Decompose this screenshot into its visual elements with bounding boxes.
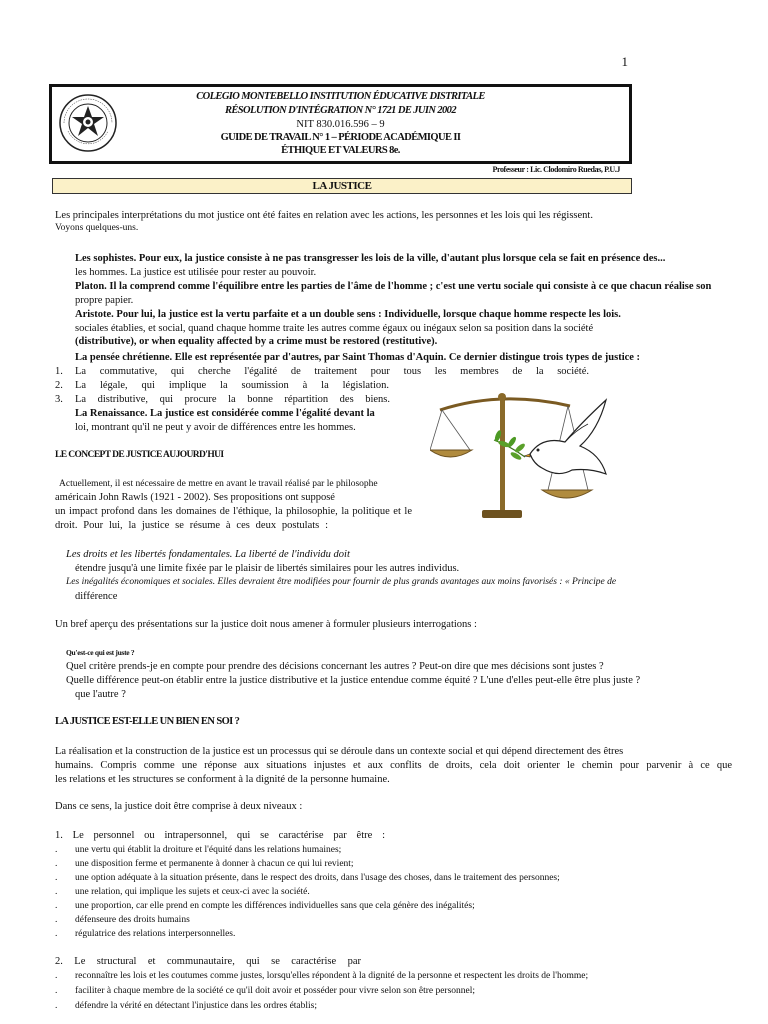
postulat2-line2: différence <box>75 591 118 602</box>
question-2: Quel critère prends-je en compte pour prendre des décisions concernant les autres ? Peut-on dire que mes décisions sont justes ? <box>66 661 604 672</box>
type-2-text: La légale, qui implique la soumission à la législation. <box>75 380 389 391</box>
intro-paragraph: Les principales interprétations du mot justice ont été faites en relation avec les actions, les personnes et les lois qui les régissent. <box>55 210 593 221</box>
niveau1-item: une option adéquate à la situation présente, dans le respect des droits, dans l'usage des choses, dans le traitement des personnes; <box>75 873 560 883</box>
platon-line2: propre papier. <box>75 295 134 306</box>
dot-marker: . <box>55 845 58 855</box>
niveau2-item: reconnaître les lois et les coutumes comme justes, lorsqu'elles répondent à la dignité de la personne et respectent les droits de l'homme; <box>75 971 589 981</box>
niveau1-item: régulatrice des relations interpersonnelles. <box>75 929 236 939</box>
renaissance-line2: loi, montrant qu'il ne peut y avoir de différences entre les hommes. <box>75 422 356 433</box>
dot-marker: . <box>55 915 58 925</box>
dot-marker: . <box>55 859 58 869</box>
platon-line1: Platon. Il la comprend comme l'équilibre entre les parties de l'âme de l'homme ; c'est une vertu sociale qui consiste à ce que chacun réalise son <box>75 281 712 292</box>
dot-marker: . <box>55 901 58 911</box>
chretienne-line: La pensée chrétienne. Elle est représentée par d'autres, par Saint Thomas d'Aquin. Ce dernier distingue trois types de justice : <box>75 352 641 363</box>
school-name: COLEGIO MONTEBELLO INSTITUTION ÉDUCATIVE DISTRITALE <box>196 91 485 102</box>
dot-marker: . <box>55 971 58 981</box>
realisation-line1: La réalisation et la construction de la justice est un processus qui se déroule dans un contexte social et qui dépend directement des êtres <box>55 746 624 757</box>
dot-marker: . <box>55 986 58 996</box>
page-number: 1 <box>621 54 628 69</box>
resolution: RÉSOLUTION D'INTÉGRATION N° 1721 DE JUIN 2002 <box>225 105 456 116</box>
niveau2-heading: 2. Le structural et communautaire, qui se caractérise par <box>55 956 361 967</box>
rawls-line4: droit. Pour lui, la justice se résume à ces deux postulats : <box>55 520 328 531</box>
aristote-line3: (distributive), or when equality affected by a crime must be restored (restitutive). <box>75 336 438 347</box>
professor-line: Professeur : Lic. Clodomiro Ruedas, P.U.J <box>492 165 620 174</box>
bien-heading: LA JUSTICE EST-ELLE UN BIEN EN SOI ? <box>55 716 240 727</box>
niveau1-item: une proportion, car elle prend en compte les différences individuelles sans que cela génère des inégalités; <box>75 901 475 911</box>
question-3-line2: que l'autre ? <box>75 689 126 700</box>
sens-paragraph: Dans ce sens, la justice doit être comprise à deux niveaux : <box>55 801 303 812</box>
niveau1-item: une vertu qui établit la droiture et l'équité dans les relations humaines; <box>75 845 342 855</box>
rawls-line2: américain John Rawls (1921 - 2002). Ses propositions ont supposé <box>55 492 335 503</box>
aristote-line2: sociales établies, et social, quand chaque homme traite les autres comme égaux ou inégaux selon sa position dans la société <box>75 323 594 334</box>
renaissance-line1: La Renaissance. La justice est considérée comme l'égalité devant la <box>75 408 375 419</box>
intro-continue: Voyons quelques-uns. <box>55 223 139 233</box>
justice-scale-dove-illustration <box>430 384 610 534</box>
concept-heading: LE CONCEPT DE JUSTICE AUJOURD'HUI <box>55 450 224 460</box>
type-1-num: 1. <box>55 366 63 377</box>
realisation-line2: humains. Compris comme une réponse aux situations injustes et aux conflits de droits, cela doit orienter le chemin pour parvenir à ce que <box>55 760 732 771</box>
sophistes-line1: Les sophistes. Pour eux, la justice consiste à ne pas transgresser les lois de la ville, d'autant plus lorsque cela se fait en présence des... <box>75 253 666 264</box>
dot-marker: . <box>55 873 58 883</box>
type-3-num: 3. <box>55 394 63 405</box>
niveau2-item: faciliter à chaque membre de la société ce qu'il doit avoir et posséder pour vivre selon son être personnel; <box>75 986 476 996</box>
nit: NIT 830.016.596 – 9 <box>296 119 385 130</box>
niveau1-item: défenseure des droits humains <box>75 915 190 925</box>
subject: ÉTHIQUE ET VALEURS 8e. <box>281 145 400 156</box>
bref-paragraph: Un bref aperçu des présentations sur la justice doit nous amener à formuler plusieurs interrogations : <box>55 619 477 630</box>
aristote-line1: Aristote. Pour lui, la justice est la vertu parfaite et a un double sens : Individuelle, lorsque chaque homme respecte les lois. <box>75 309 621 320</box>
dot-marker: . <box>55 929 58 939</box>
realisation-line3: les relations et les structures se conforment à la dignité de la personne humaine. <box>55 774 390 785</box>
dot-marker: . <box>55 887 58 897</box>
type-1-text: La commutative, qui cherche l'égalité de traitement pour tous les membres de la société. <box>75 366 589 377</box>
niveau1-item: une relation, qui implique les sujets et ceux-ci avec la société. <box>75 887 310 897</box>
question-1: Qu'est-ce qui est juste ? <box>66 648 135 657</box>
postulat1-line1: Les droits et les libertés fondamentales. La liberté de l'individu doit <box>66 549 350 560</box>
guide-title: GUIDE DE TRAVAIL N° 1 – PÉRIODE ACADÉMIQUE II <box>220 132 461 143</box>
sophistes-line2: les hommes. La justice est utilisée pour rester au pouvoir. <box>75 267 317 278</box>
niveau1-item: une disposition ferme et permanente à donner à chacun ce qui lui revient; <box>75 859 354 869</box>
postulat1-line2: étendre jusqu'à une limite fixée par le plaisir de libertés similaires pour les autres individus. <box>75 563 460 574</box>
niveau2-item: défendre la vérité en détectant l'injustice dans les ordres établis; <box>75 1001 318 1011</box>
page-title: LA JUSTICE <box>52 178 632 194</box>
type-2-num: 2. <box>55 380 63 391</box>
dot-marker: . <box>55 1001 58 1011</box>
niveau1-heading: 1. Le personnel ou intrapersonnel, qui se caractérise par être : <box>55 830 385 841</box>
type-3-text: La distributive, qui procure la bonne répartition des biens. <box>75 394 390 405</box>
postulat2-line1: Les inégalités économiques et sociales. Elles devraient être modifiées pour fournir de plus grands avantages aux moins favorisés : « Principe de <box>66 577 617 587</box>
rawls-line3: un impact profond dans les domaines de l'éthique, la philosophie, la politique et le <box>55 506 412 517</box>
question-3-line1: Quelle différence peut-on établir entre la justice distributive et la justice entendue comme équité ? L'une d'elles peut-elle être plus juste ? <box>66 675 641 686</box>
rawls-line1: Actuellement, il est nécessaire de mettre en avant le travail réalisé par le philosophe <box>59 479 378 489</box>
document-header <box>49 84 632 164</box>
